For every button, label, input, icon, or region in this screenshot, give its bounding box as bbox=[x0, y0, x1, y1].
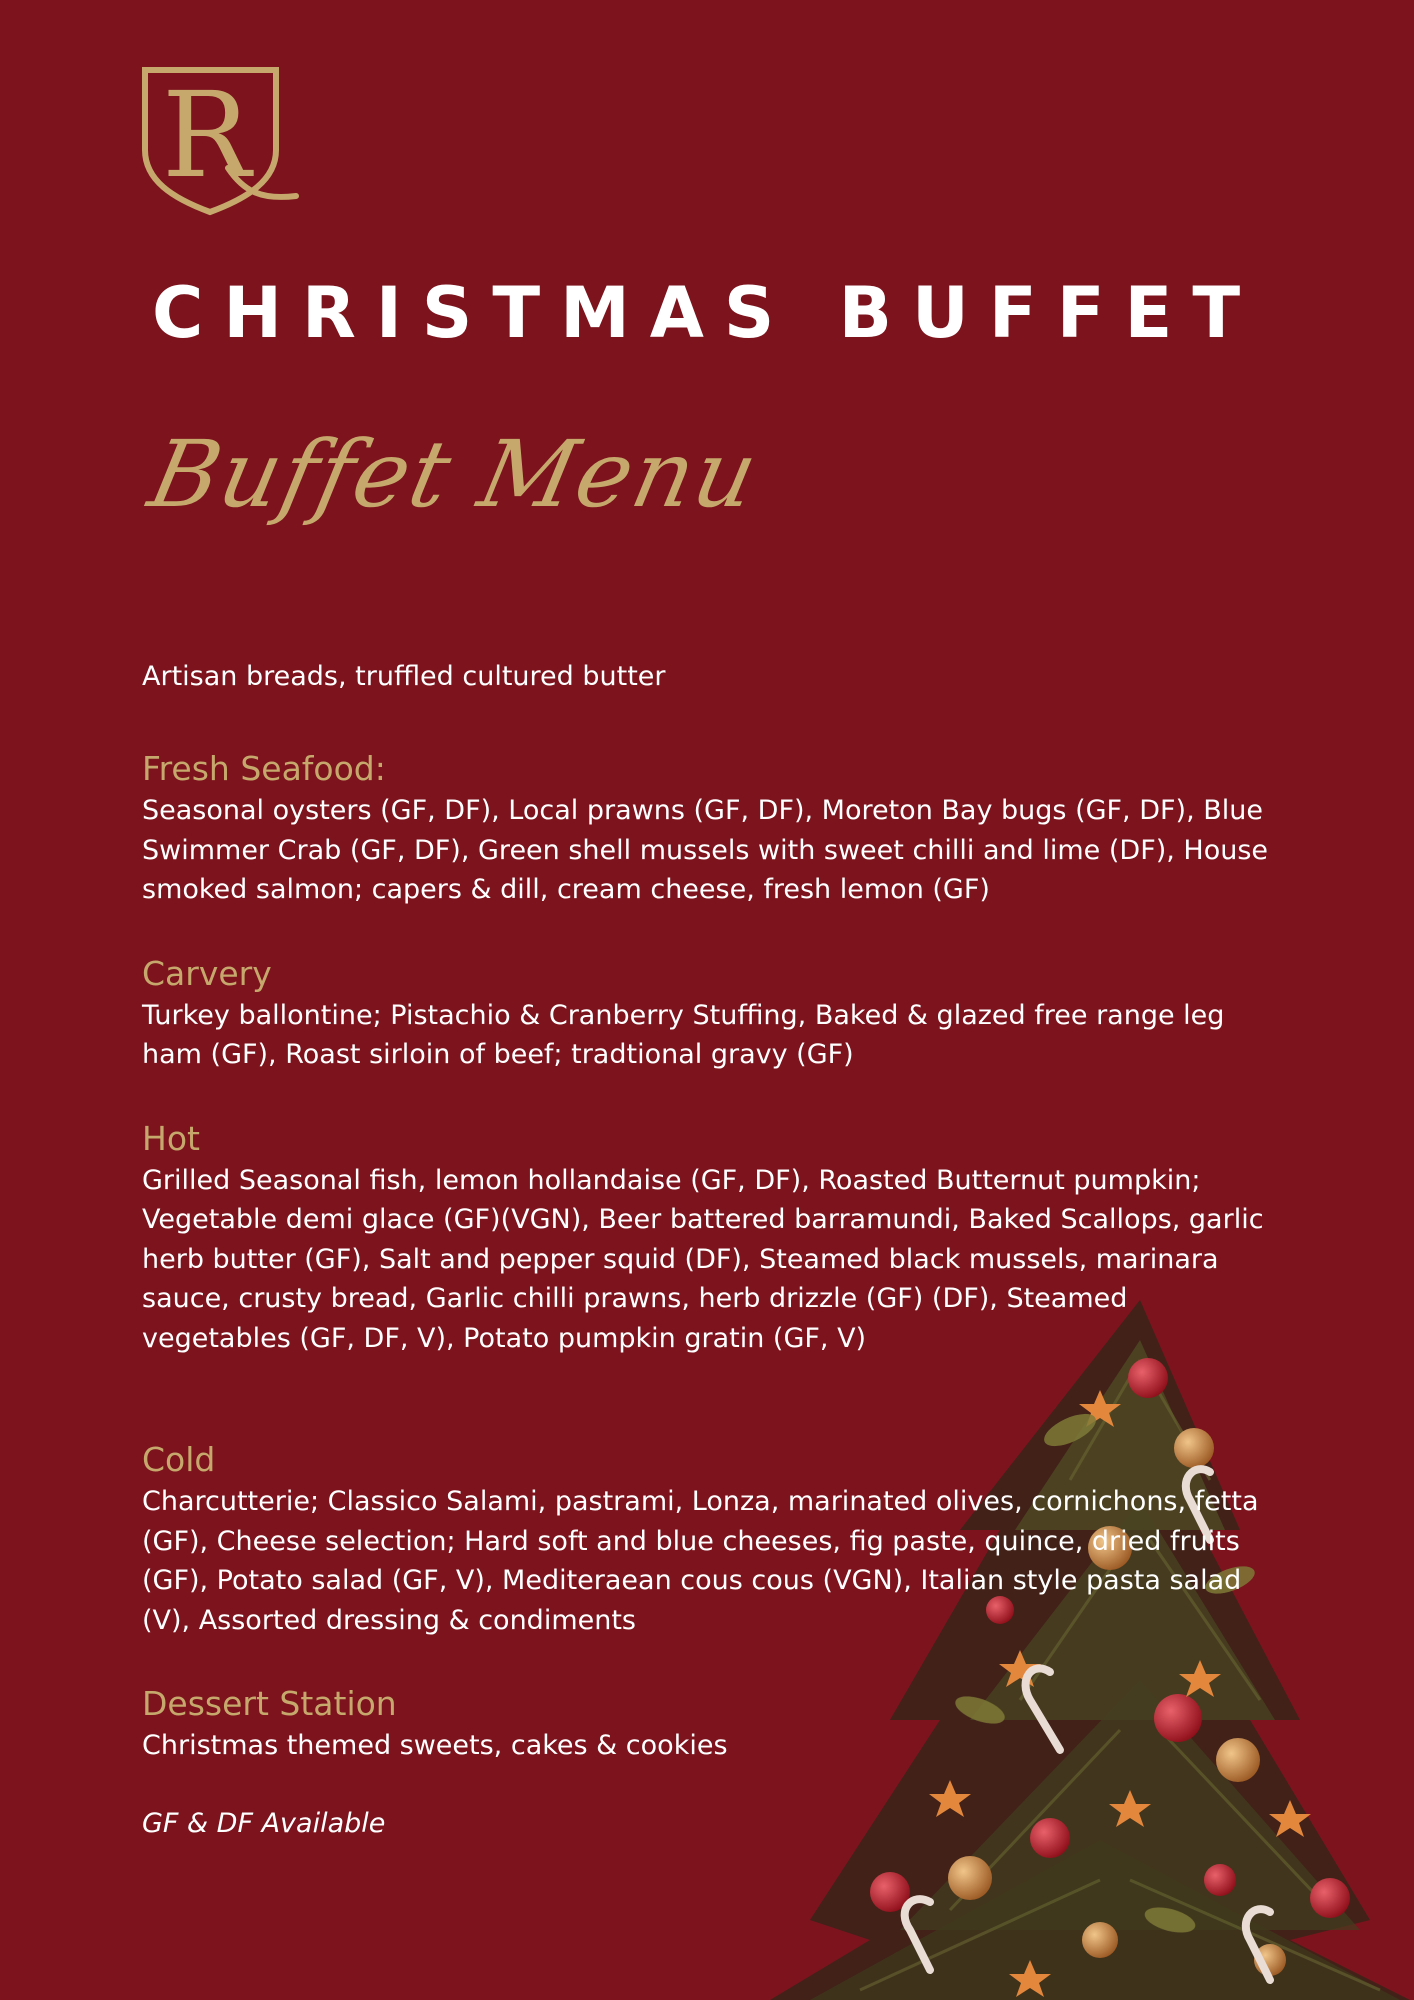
section-dessert-station bbox=[142, 1682, 1282, 1766]
section-heading: Fresh Seafood: bbox=[142, 749, 386, 788]
logo-letter: R bbox=[162, 66, 251, 204]
section-body: Charcutterie; Classico Salami, pastrami, Lonza, marinated olives, cornichons, fetta (GF), Cheese selection; Hard soft and blue cheeses, fig paste, quince, dried fruits (GF), Potato salad (GF, V), Mediteraean cous cous (VGN), Italian style pasta salad (V), Assorted dressing & condiments bbox=[142, 1486, 1259, 1636]
section-heading: Hot bbox=[142, 1118, 200, 1158]
section-body: Seasonal oysters (GF, DF), Local prawns (GF, DF), Moreton Bay bugs (GF, DF), Blue Swimmer Crab (GF, DF), Green shell mussels with sweet chilli and lime (DF), House smoked salmon; capers & dill, cream cheese, fresh lemon (GF) bbox=[142, 795, 1269, 905]
menu-content bbox=[142, 657, 1282, 1844]
section-heading: Cold bbox=[142, 1440, 216, 1479]
section-cold bbox=[142, 1438, 1282, 1640]
section-fresh-seafood bbox=[142, 747, 1282, 910]
section-heading: Dessert Station bbox=[142, 1684, 397, 1723]
section-heading: Carvery bbox=[142, 953, 272, 993]
section-body: Christmas themed sweets, cakes & cookies bbox=[142, 1730, 728, 1761]
section-body: Grilled Seasonal fish, lemon hollandaise (GF, DF), Roasted Butternut pumpkin; Vegetable demi glace (GF)(VGN), Beer battered barramundi, Baked Scallops, garlic herb butter (GF), Salt and pepper squid (DF), Steamed black mussels, marinara sauce, crusty bread, Garlic chilli prawns, herb drizzle (GF) (DF), Steamed vegetables (GF, DF, V), Potato pumpkin gratin (GF, V) bbox=[142, 1164, 1264, 1354]
logo-crest-icon bbox=[140, 64, 300, 216]
section-carvery bbox=[142, 952, 1282, 1075]
intro-text: Artisan breads, truffled cultured butter bbox=[142, 661, 666, 692]
menu-subtitle: Buffet Menu bbox=[140, 421, 769, 528]
section-body: Turkey ballontine; Pistachio & Cranberry Stuffing, Baked & glazed free range leg ham (GF), Roast sirloin of beef; tradtional gravy (GF) bbox=[142, 999, 1225, 1070]
dietary-note: GF & DF Available bbox=[142, 1807, 386, 1839]
section-hot bbox=[142, 1117, 1282, 1359]
page-title: CHRISTMAS BUFFET bbox=[152, 272, 1261, 354]
